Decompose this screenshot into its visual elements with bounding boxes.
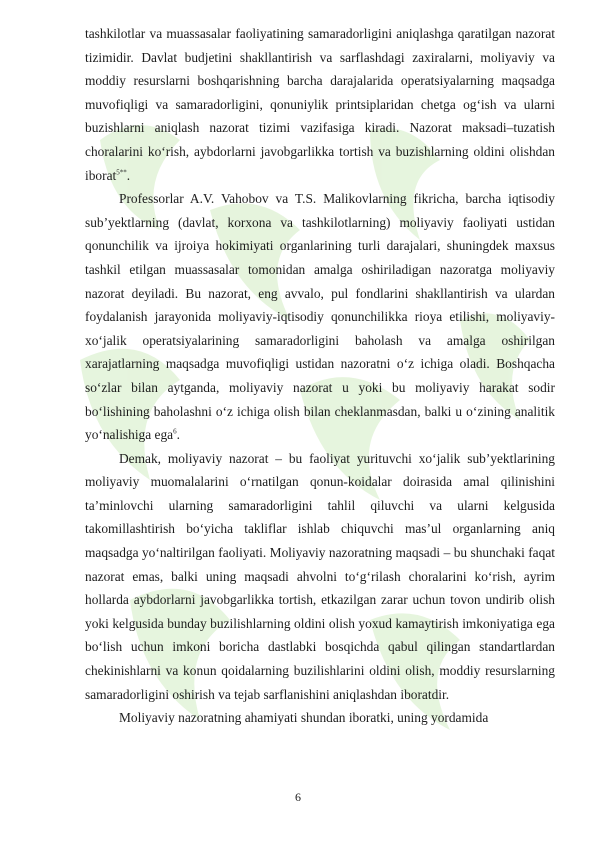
footnote-ref: 6	[173, 427, 177, 436]
paragraph-4: Moliyaviy nazoratning ahamiyati shundan iboratki, uning yordamida	[119, 710, 489, 726]
paragraph-3: Demak, moliyaviy nazorat – bu faoliyat yurituvchi xo‘jalik sub’yektlarining moliyaviy muomalalarini o‘rnatilgan qonun-koidalar doirasida amal qilinishini ta’minlovchi ularning samaradorligini tahlil qiluvchi va ularni kelgusida takomillashtirish bo‘yicha takliflar ishlab chiquvchi mas’ul organlarning aniq maqsadga yo‘naltirilgan faoliyati. Moliyaviy nazoratning maqsadi – bu shunchaki faqat nazorat emas, balki uning maqsadi ahvolni to‘g‘rilash choralarini ko‘rish, ayrim hollarda aybdorlarni javobgarlikka tortish, etkazilgan zarar uchun tovon undirib olish yoki kelgusida bunday buzilishlarning oldini olish yoxud kamaytirish imkoniyatiga ega bo‘lish uchun imkoni boricha dastlabki bosqichda qabul qilingan standartlardan chekinishlarni va konun qoidalarning buzilishlarini oldini olish, moddiy resurslarning samaradorligini oshirish va tejab sarflanishini aniqlashdan iboratdir.	[85, 450, 555, 702]
paragraph-2: Professorlar A.V. Vahobov va T.S. Malikovlarning fikricha, barcha iqtisodiy sub’yektlarning (davlat, korxona va tashkilotlarning) moliyaviy faoliyati ustidan qonunchilik va ijroiya hokimiyati organlarining turli darajalari, shuningdek maxsus tashkil etilgan muassasalar tomonidan amalga oshiriladigan nazoratga moliyaviy nazorat deyiladi. Bu nazorat, eng avvalo, pul fondlarini shakllantirish va ulardan foydalanish jarayonida moliyaviy-iqtisodiy qonunchilikka rioya etilishi, moliyaviy-xo‘jalik operatsiyalarining samaradorligini baholash va amalga oshirilgan xarajatlarning maqsadga muvofiqligi ustidan nazoratni o‘z ichiga oladi. Boshqacha so‘zlar bilan aytganda, moliyaviy nazorat u yoki bu moliyaviy harakat sodir bo‘lishining baholashni o‘z ichiga olish bilan cheklanmasdan, balki u o‘zining analitik yo‘nalishiga ega$^6$.	[85, 191, 555, 443]
footnote-ref: 5**	[116, 168, 127, 177]
document-body	[85, 22, 555, 730]
page-number: 6	[295, 790, 301, 804]
paragraph-1: tashkilotlar va muassasalar faoliyatining samaradorligini aniqlashga qaratilgan nazorat tizimidir. Davlat budjetini shakllantirish va sarflashdagi zaxiralarni, moliyaviy va moddiy resurslarni boshqarishning barcha darajalarida operatsiyalarning maqsadga muvofiqligi va samaradorligini, qonuniylik printsiplaridan chetga og‘ish va ularni buzishlarni aniqlash nazorat tizimi vazifasiga kiradi. Nazorat maksadi–tuzatish choralarini ko‘rish, aybdorlarni javobgarlikka tortish va buzishlarning oldini olishdan iborat$^{5**}$.	[85, 26, 555, 183]
